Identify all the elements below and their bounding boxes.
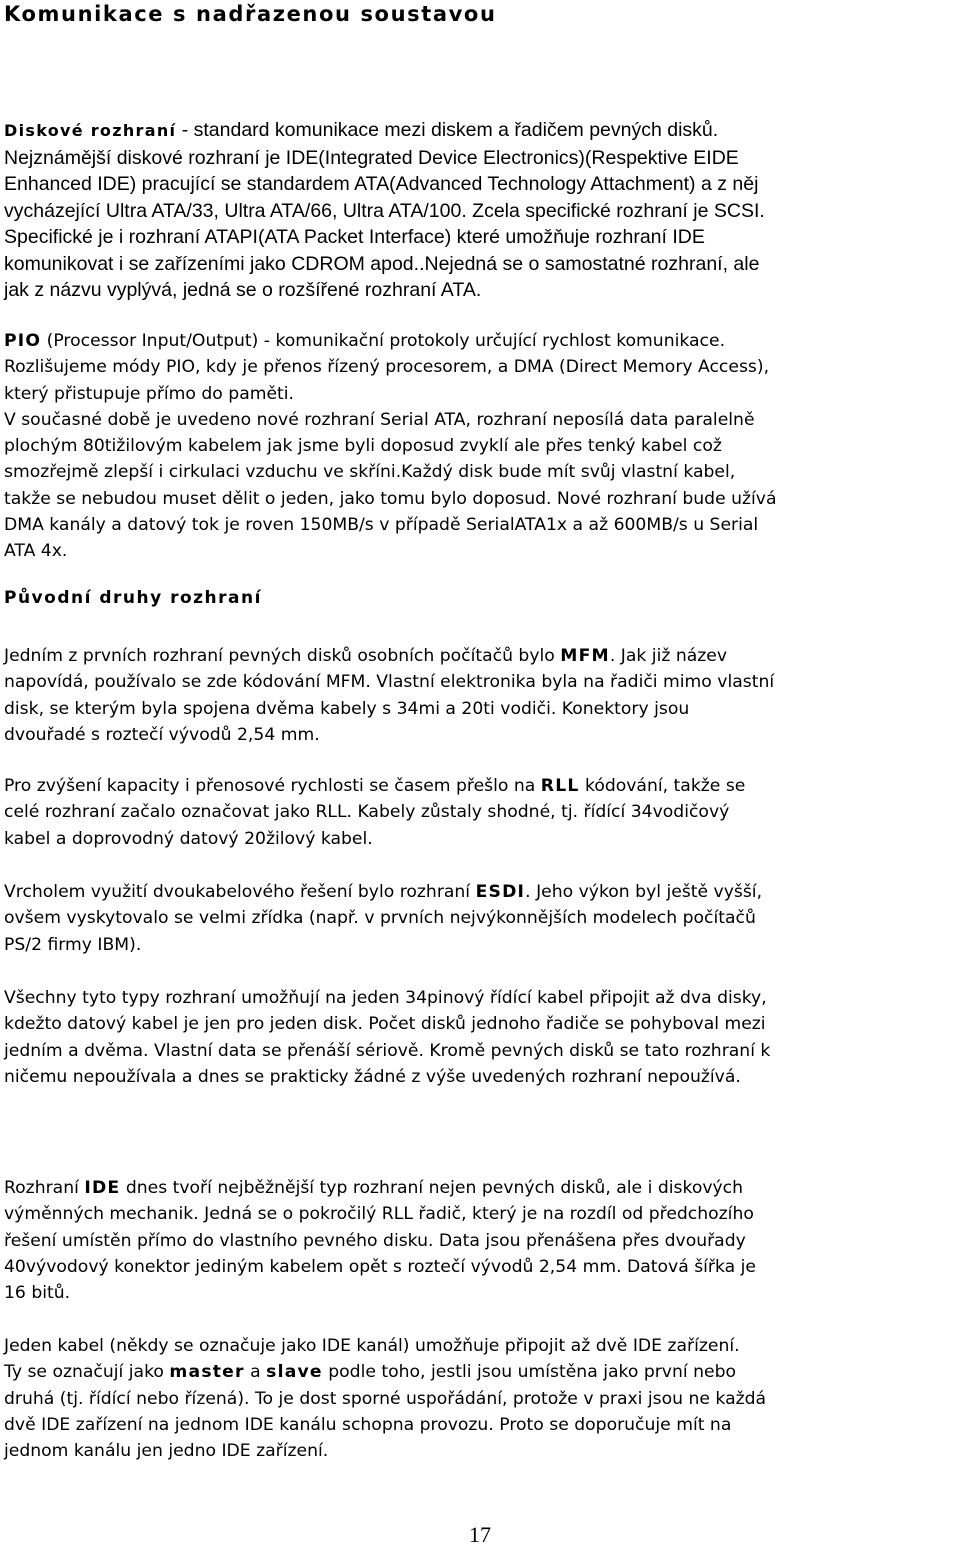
text-line: ovšem vyskytovalo se velmi zřídka (např. v prvních nejvýkonnějších modelech počítačů [4,908,756,929]
text-line: výměnných mechanik. Jedná se o pokročilý RLL řadič, který je na rozdíl od předchozího [4,1204,754,1225]
cable-paragraph [4,1333,960,1464]
text-line: PS/2 firmy IBM). [4,934,142,955]
term-slave: slave [266,1362,323,1383]
text-line: DMA kanály a datový tok je roven 150MB/s v případě SerialATA1x a až 600MB/s u Serial [4,515,759,536]
term-mfm: MFM [560,646,610,666]
text-line: celé rozhraní začalo označovat jako RLL. Kabely zůstaly shodné, tj. řídící 34vodičový [4,802,730,823]
mfm-paragraph [4,643,960,748]
text-line: Vrcholem využití dvoukabelového řešení bylo rozhraní ESDI. Jeho výkon byl ještě vyšší, [4,882,763,902]
page-number: 17 [469,1522,491,1547]
term-master: master [169,1362,245,1383]
text-line: kdežto datový kabel je jen pro jeden disk. Počet disků jednoho řadiče se pohyboval mezi [4,1014,766,1035]
text-line: Jeden kabel (někdy se označuje jako IDE kanál) umožňuje připojit až dvě IDE zařízení. [4,1336,740,1356]
text-line: Nejznámější diskové rozhraní je IDE(Integrated Device Electronics)(Respektive EIDE [4,146,739,169]
text-line: jak z názvu vyplývá, jedná se o rozšířené rozhraní ATA. [4,279,482,301]
text-line: smozřejmě zlepší i cirkulaci vzduchu ve skříni.Každý disk bude mít svůj vlastní kabel, [4,462,736,483]
section-heading: Původní druhy rozhraní [4,588,262,608]
term-ide: IDE [84,1178,121,1198]
text-line: PIO (Processor Input/Output) - komunikační protokoly určující rychlost komunikace. [4,331,726,351]
text-line: Enhanced IDE) pracující se standardem ATA(Advanced Technology Attachment) a z něj [4,173,759,195]
text-line: ničemu nepoužívala a dnes se prakticky žádné z výše uvedených rozhraní nepoužívá. [4,1066,741,1087]
text-line: jedním a dvěma. Vlastní data se přenáší sériově. Kromě pevných disků se tato rozhraní k [4,1040,771,1061]
text-line: který přistupuje přímo do paměti. [4,383,295,404]
text-line: disk, se kterým byla spojena dvěma kabely s 34mi a 20ti vodiči. Konektory jsou [4,698,690,719]
rll-paragraph [4,773,960,852]
ide-paragraph [4,1175,960,1306]
text-line: takže se nebudou muset dělit o jeden, jako tomu bylo doposud. Nové rozhraní bude užívá [4,488,777,509]
term-esdi: ESDI [475,882,526,902]
text-line: druhá (tj. řídící nebo řízená). To je dost sporné uspořádání, protože v praxi jsou ne každá [4,1388,767,1409]
text-line: 16 bitů. [4,1283,71,1304]
text-line: napovídá, používalo se zde kódování MFM. Vlastní elektronika byla na řadiči mimo vlastní [4,672,775,693]
text-line: dvouřadé s roztečí vývodů 2,54 mm. [4,724,320,745]
text-line: komunikovat i se zařízeními jako CDROM apod..Nejedná se o samostatné rozhraní, ale [4,252,760,275]
pio-paragraph [4,328,960,565]
text-line: Rozhraní IDE dnes tvoří nejběžnější typ rozhraní nejen pevných disků, ale i diskových [4,1178,744,1198]
text-line: Všechny tyto typy rozhraní umožňují na jeden 34pinový řídící kabel připojit až dva disky, [4,988,767,1008]
text-line: vycházející Ultra ATA/33, Ultra ATA/66, Ultra ATA/100. Zcela specifické rozhraní je SCSI. [4,199,765,222]
text-line: dvě IDE zařízení na jednom IDE kanálu schopna provozu. Proto se doporučuje mít na [4,1414,732,1435]
text-line: Rozlišujeme módy PIO, kdy je přenos řízený procesorem, a DMA (Direct Memory Access), [4,357,770,378]
term-disk-interface: Diskové rozhraní [4,121,177,140]
esdi-paragraph [4,879,960,958]
text-line: jednom kanálu jen jedno IDE zařízení. [4,1441,329,1462]
all-types-paragraph [4,985,960,1090]
text-line: Diskové rozhraní - standard komunikace mezi diskem a řadičem pevných disků. [4,119,719,141]
text-line: 40vývodový konektor jediným kabelem opět s roztečí vývodů 2,54 mm. Datová šířka je [4,1256,756,1277]
term-pio: PIO [4,331,42,351]
interface-paragraph [4,117,960,304]
text-line: ATA 4x. [4,541,68,562]
text-line: Specifické je i rozhraní ATAPI(ATA Packet Interface) které umožňuje rozhraní IDE [4,226,705,248]
page-heading: Komunikace s nadřazenou soustavou [4,2,497,26]
term-rll: RLL [540,776,580,796]
text-line: plochým 80tižilovým kabelem jak jsme byli doposud zvyklí ale přes tenký kabel což [4,436,722,457]
text-line: V současné době je uvedeno nové rozhraní Serial ATA, rozhraní neposílá data paralelně [4,409,755,430]
text-line: kabel a doprovodný datový 20žilový kabel. [4,828,373,849]
text-line: řešení umístěn přímo do vlastního pevného disku. Data jsou přenášena přes dvouřady [4,1230,746,1251]
text-line: Ty se označují jako master a slave podle toho, jestli jsou umístěna jako první nebo [4,1362,736,1383]
text-line: Jedním z prvních rozhraní pevných disků osobních počítačů bylo MFM. Jak již název [4,646,728,666]
text-line: Pro zvýšení kapacity i přenosové rychlosti se časem přešlo na RLL kódování, takže se [4,776,746,796]
